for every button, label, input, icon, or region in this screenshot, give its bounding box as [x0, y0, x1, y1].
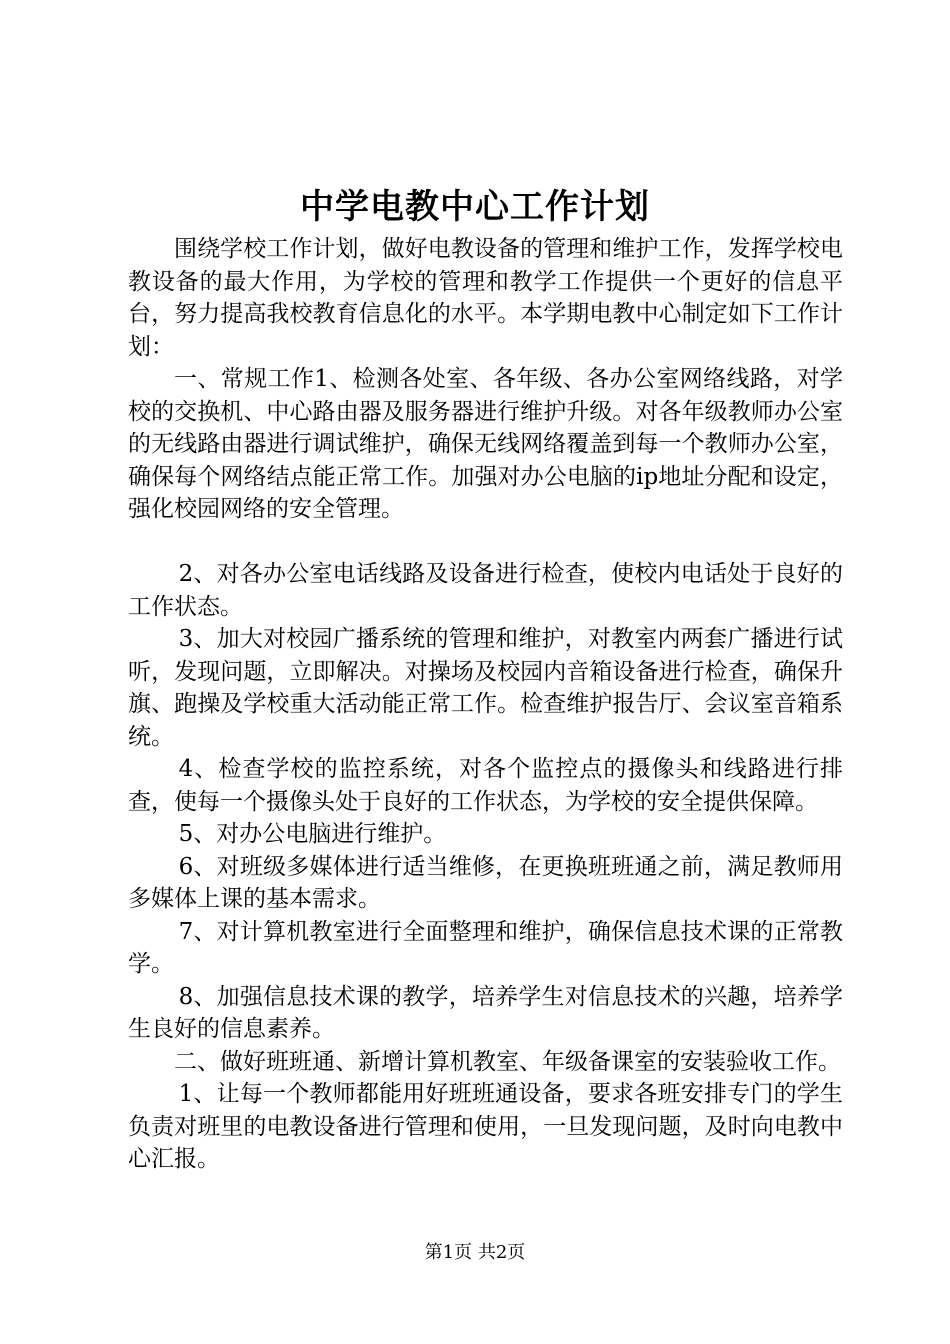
- item-2-paragraph: 2、对各办公室电话线路及设备进行检查，使校内电话处于良好的工作状态。: [128, 561, 843, 620]
- intro-paragraph: 围绕学校工作计划，做好电教设备的管理和维护工作，发挥学校电教设备的最大作用，为学校的管理和教学工作提供一个更好的信息平台，努力提高我校教育信息化的水平。本学期电教中心制定如下工作计划：: [128, 236, 843, 360]
- document-title: 中学电教中心工作计划: [300, 187, 650, 227]
- document-body: [128, 233, 843, 1176]
- item-3-paragraph: 3、加大对校园广播系统的管理和维护，对教室内两套广播进行试听，发现问题，立即解决。对操场及校园内音箱设备进行检查，确保升旗、跑操及学校重大活动能正常工作。检查维护报告厅、会议室音箱系统。: [128, 626, 843, 750]
- page-number-footer: 第1页 共2页: [424, 1242, 526, 1263]
- paragraph-spacer: [128, 526, 843, 559]
- item-7-paragraph: 7、对计算机教室进行全面整理和维护，确保信息技术课的正常教学。: [128, 918, 843, 977]
- section-two-paragraph: 二、做好班班通、新增计算机教室、年级备课室的安装验收工作。: [174, 1048, 841, 1075]
- section-two-item-1-paragraph: 1、让每一个教师都能用好班班通设备，要求各班安排专门的学生负责对班里的电教设备进行管理和使用，一旦发现问题，及时向电教中心汇报。: [128, 1081, 843, 1172]
- section-one-paragraph: 一、常规工作1、检测各处室、各年级、各办公室网络线路，对学校的交换机、中心路由器及服务器进行维护升级。对各年级教师办公室的无线路由器进行调试维护，确保无线网络覆盖到每一个教师办公室，确保每个网络结点能正常工作。加强对办公电脑的ip地址分配和设定，强化校园网络的安全管理。: [128, 366, 843, 522]
- item-5-paragraph: 5、对办公电脑进行维护。: [178, 821, 447, 847]
- item-6-paragraph: 6、对班级多媒体进行适当维修，在更换班班通之前，满足教师用多媒体上课的基本需求。: [128, 853, 843, 912]
- item-4-paragraph: 4、检查学校的监控系统，对各个监控点的摄像头和线路进行排查，使每一个摄像头处于良好的工作状态，为学校的安全提供保障。: [128, 756, 843, 815]
- item-8-paragraph: 8、加强信息技术课的教学，培养学生对信息技术的兴趣，培养学生良好的信息素养。: [128, 983, 843, 1042]
